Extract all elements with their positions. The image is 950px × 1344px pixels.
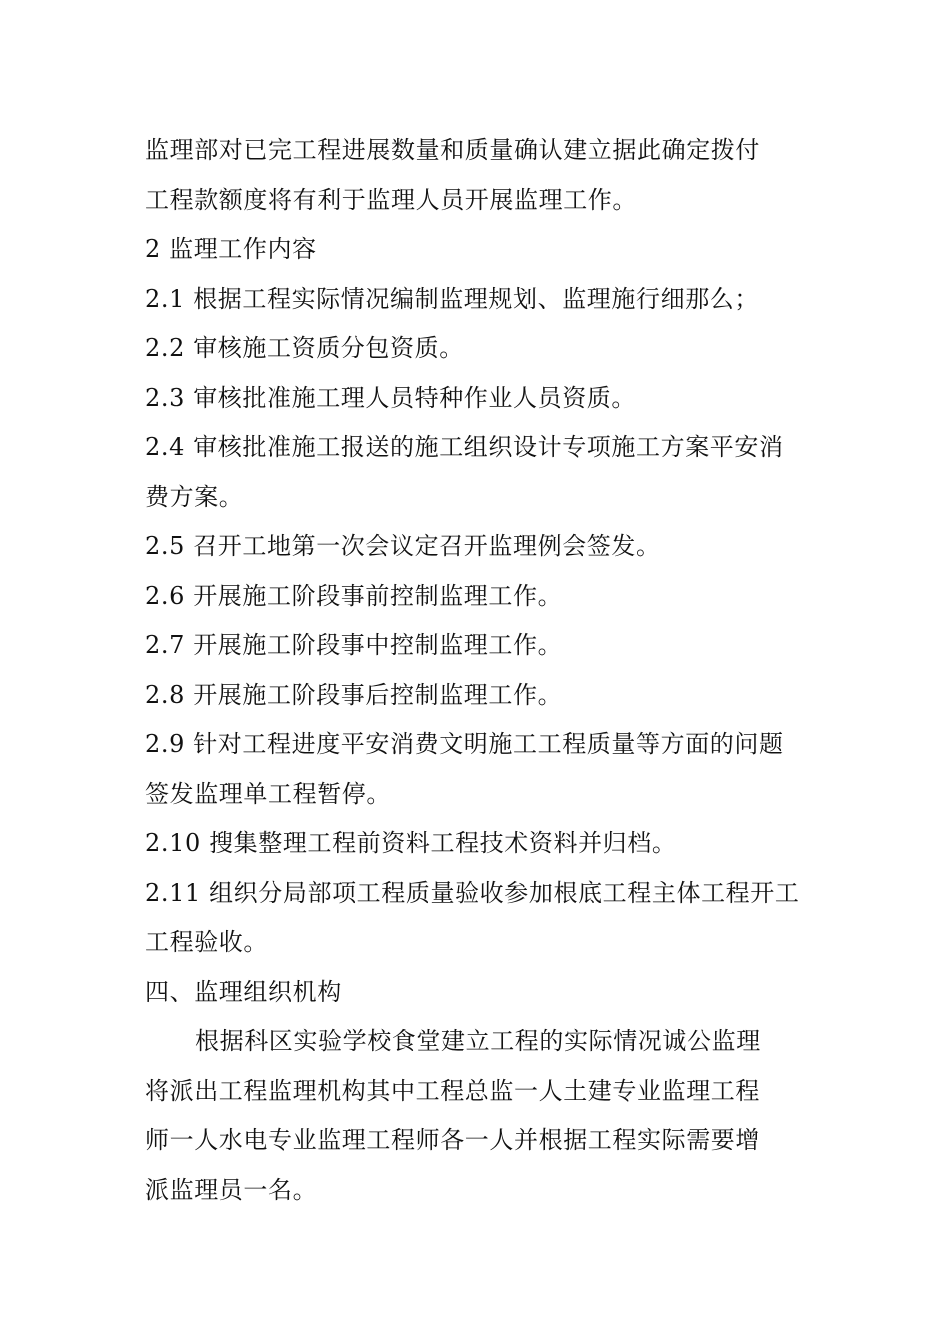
list-item: 2.8 开展施工阶段事后控制监理工作。 — [145, 680, 563, 709]
list-item-continuation: 签发监理单工程暂停。 — [145, 779, 391, 808]
document-page — [145, 126, 810, 1215]
paragraph-line: 师一人水电专业监理工程师各一人并根据工程实际需要增 — [145, 1126, 760, 1154]
list-item: 2.11 组织分局部项工程质量验收参加根底工程主体工程开工 — [145, 878, 800, 907]
paragraph-line: 派监理员一名。 — [145, 1175, 318, 1204]
list-item: 2.10 搜集整理工程前资料工程技术资料并归档。 — [145, 829, 677, 857]
list-item: 2.6 开展施工阶段事前控制监理工作。 — [145, 581, 563, 610]
section-heading: 2 监理工作内容 — [145, 235, 317, 263]
list-item: 2.2 审核施工资质分包资质。 — [145, 334, 464, 362]
list-item: 2.7 开展施工阶段事中控制监理工作。 — [145, 631, 563, 659]
list-item: 2.1 根据工程实际情况编制监理规划、监理施行细那么； — [145, 284, 759, 313]
paragraph-line: 将派出工程监理机构其中工程总监一人土建专业监理工程 — [145, 1076, 760, 1105]
paragraph-line: 根据科区实验学校食堂建立工程的实际情况诚公监理 — [195, 1027, 761, 1055]
paragraph-line: 工程款额度将有利于监理人员开展监理工作。 — [145, 185, 637, 214]
list-item: 2.5 召开工地第一次会议定召开监理例会签发。 — [145, 532, 661, 560]
list-item-continuation: 工程验收。 — [145, 928, 268, 956]
paragraph-line: 监理部对已完工程进展数量和质量确认建立据此确定拨付 — [145, 136, 760, 164]
list-item: 2.4 审核批准施工报送的施工组织设计专项施工方案平安消 — [145, 433, 784, 461]
list-item-continuation: 费方案。 — [145, 482, 244, 511]
list-item: 2.3 审核批准施工理人员特种作业人员资质。 — [145, 383, 636, 412]
list-item: 2.9 针对工程进度平安消费文明施工工程质量等方面的问题 — [145, 730, 784, 758]
section-heading: 四、监理组织机构 — [145, 977, 342, 1006]
